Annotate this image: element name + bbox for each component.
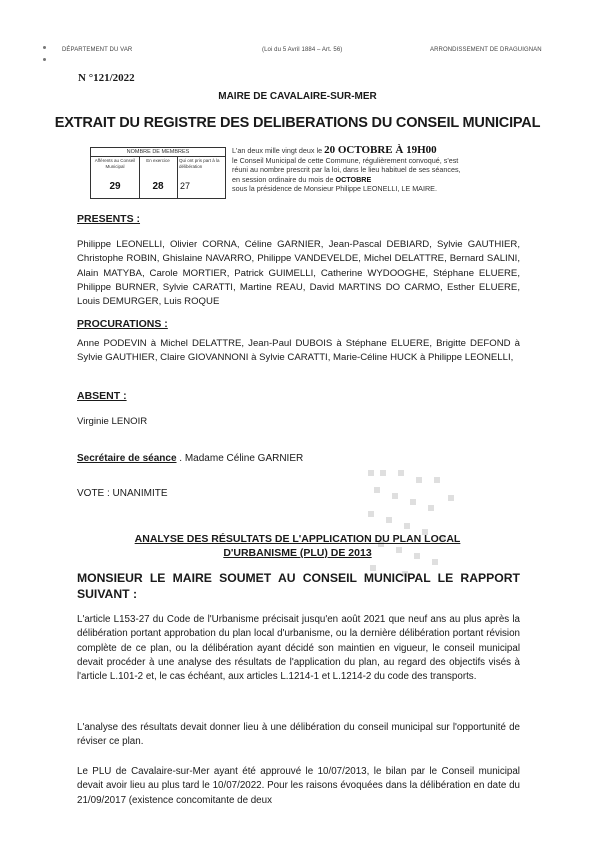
analysis-title <box>0 532 595 560</box>
secretary-line <box>77 453 303 464</box>
session-line-4 <box>232 175 532 185</box>
members-col-participants <box>177 157 225 198</box>
session-line-4-prefix: en session ordinaire du mois de <box>232 174 334 184</box>
absent-heading: ABSENT : <box>77 390 127 402</box>
page-title: EXTRAIT DU REGISTRE DES DELIBERATIONS DU CONSEIL MUNICIPAL <box>54 115 541 131</box>
absent-list: Virginie LENOIR <box>77 416 148 427</box>
session-line-5: sous la présidence de Monsieur Philippe LEONELLI, LE MAIRE. <box>232 184 437 194</box>
members-col-label: Qui ont pris part à la délibération <box>179 158 220 169</box>
secretary-value: . Madame Céline GARNIER <box>179 453 304 464</box>
members-table <box>90 147 226 199</box>
session-line-1 <box>232 146 532 156</box>
vote-result: VOTE : UNANIMITE <box>77 488 168 499</box>
body-paragraph-2: L'analyse des résultats devait donner lieu à une délibération du conseil municipal sur l'opportunité de réviser ce plan. <box>77 722 520 748</box>
presents-heading: PRESENTS : <box>77 213 141 225</box>
stamp-watermark <box>358 465 468 585</box>
punch-mark <box>43 46 46 49</box>
members-col-exercice <box>139 157 178 198</box>
header-arrondissement: ARRONDISSEMENT DE DRAGUIGNAN <box>430 47 542 53</box>
members-col-value: 27 <box>180 181 191 191</box>
procurations-heading: PROCURATIONS : <box>77 318 168 330</box>
session-line-2: le Conseil Municipal de cette Commune, régulièrement convoqué, s'est <box>232 155 459 165</box>
members-col-label: Afférents au Conseil Municipal <box>94 158 136 169</box>
members-col-label: En exercice <box>146 158 170 163</box>
secretary-label: Secrétaire de séance <box>77 453 177 464</box>
session-info <box>232 146 532 194</box>
session-date-time: 20 OCTOBRE À 19H00 <box>324 144 437 156</box>
presents-list: Philippe LEONELLI, Olivier CORNA, Céline GARNIER, Jean-Pascal DEBIARD, Sylvie GAUTHIER, Christophe ROBIN, Ghislaine NAVARRO, Philippe VANDEVELDE, Michel DELATTRE, Bernard SALINI, Alain MATYBA, Carole MORTIER, Patrick GUIMELLI, Catherine WYDOOGHE, Stéphane ELUERE, Philippe BURNER, Sylvie CARATTI, Martine REAU, David MARTINS DO CARMO, Esther ELUERE, Louis DEMURGER, Luis ROQUE <box>77 239 520 308</box>
procurations-list: Anne PODEVIN à Michel DELATTRE, Jean-Paul DUBOIS à Stéphane ELUERE, Brigitte DEFOND à Sylvie GAUTHIER, Claire GIOVANNONI à Sylvie CARATTI, Marie-Céline HUCK à Philippe LEONELLI, <box>77 338 520 364</box>
members-col-afferents <box>91 157 140 198</box>
members-table-title: NOMBRE DE MEMBRES <box>91 148 225 157</box>
analysis-title-line-1: ANALYSE DES RÉSULTATS DE L'APPLICATION DU PLAN LOCAL <box>134 533 461 545</box>
header-department: DÉPARTEMENT DU VAR <box>62 47 133 53</box>
body-paragraph-3: Le PLU de Cavalaire-sur-Mer ayant été approuvé le 10/07/2013, le bilan par le Conseil municipal devait avoir lieu au plus tard le 10/07/2022. Pour les raisons évoquées dans la délibération en date du 21/09/2017 (existence concomitante de deux <box>77 766 520 806</box>
session-prefix: L'an deux mille vingt deux le <box>232 146 323 155</box>
mayor-title: MAIRE DE CAVALAIRE-SUR-MER <box>218 91 377 102</box>
header-law-reference: (Loi du 5 Avril 1884 – Art. 56) <box>262 47 343 53</box>
punch-mark <box>43 58 46 61</box>
rapport-heading: MONSIEUR LE MAIRE SOUMET AU CONSEIL MUNICIPAL LE RAPPORT SUIVANT : <box>77 571 520 601</box>
members-col-value: 29 <box>109 181 121 192</box>
members-col-value: 28 <box>152 181 164 192</box>
document-number: N °121/2022 <box>78 72 135 84</box>
body-paragraph-1: L'article L153-27 du Code de l'Urbanisme précisait jusqu'en août 2021 que neuf ans au plus après la délibération portant approbation du plan local d'urbanisme, ou la dernière délibération portant révision complète de ce plan, ou la délibération ayant décidé son maintien en vigueur, le conseil municipal devait procéder à une analyse des résultats de l'application du plan, au regard des objectifs visés à l'article L.101-2 et, le cas échéant, aux articles L.1214-1 et L.1214-2 du code des transports. <box>77 614 520 683</box>
session-line-3: réuni au nombre prescrit par la loi, dans le lieu habituel de ses séances, <box>232 165 461 175</box>
session-month: OCTOBRE <box>335 174 372 184</box>
analysis-title-line-2: D'URBANISME (PLU) DE 2013 <box>223 547 372 559</box>
